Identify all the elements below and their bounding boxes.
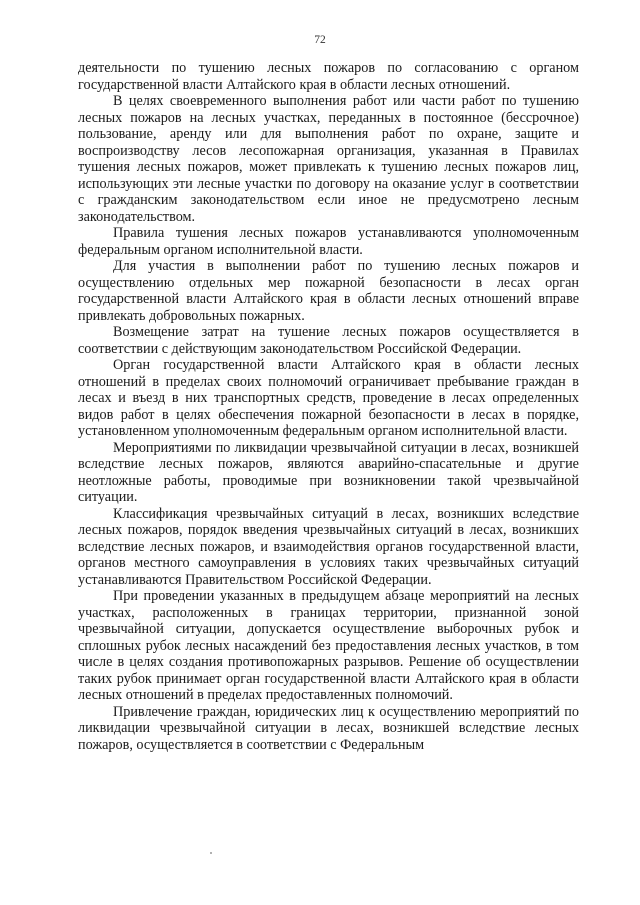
- paragraph-10: Привлечение граждан, юридических лиц к осуществлению мероприятий по ликвидации чрезвычайной ситуации в лесах, возникшей вследствие лесных пожаров, осуществляется в соответствии с Федеральным: [78, 703, 579, 753]
- paragraph-8: Классификация чрезвычайных ситуаций в лесах, возникших вследствие лесных пожаров, порядок введения чрезвычайных ситуаций в лесах, возникших вследствие лесных пожаров, и взаимодействия органов государственной власти, органов местного самоуправления в условиях таких чрезвычайных ситуаций устанавливаются Правительством Российской Федерации.: [78, 505, 579, 588]
- scan-speck: [210, 852, 212, 854]
- page-number: 72: [314, 34, 326, 46]
- document-body: [78, 60, 579, 753]
- paragraph-2: В целях своевременного выполнения работ или части работ по тушению лесных пожаров на лесных участках, переданных в постоянное (бессрочное) пользование, аренду или для выполнения работ по охране, защите и воспроизводству лесов лесопожарная организация, указанная в Правилах тушения лесных пожаров, может привлекать к тушению лесных пожаров лиц, использующих эти лесные участки по договору на оказание услуг в соответствии с гражданским законодательством если иное не предусмотрено лесным законодательством.: [78, 93, 579, 225]
- paragraph-3: Правила тушения лесных пожаров устанавливаются уполномоченным федеральным органом исполнительной власти.: [78, 225, 579, 258]
- paragraph-9: При проведении указанных в предыдущем абзаце мероприятий на лесных участках, расположенных в границах территории, признанной зоной чрезвычайной ситуации, допускается осуществление выборочных рубок и сплошных рубок лесных насаждений без предоставления лесных участков, в том числе в целях создания противопожарных разрывов. Решение об осуществлении таких рубок принимает орган государственной власти Алтайского края в области лесных отношений в пределах предоставленных полномочий.: [78, 588, 579, 703]
- paragraph-1: деятельности по тушению лесных пожаров по согласованию с органом государственной власти Алтайского края в области лесных отношений.: [78, 60, 579, 93]
- paragraph-5: Возмещение затрат на тушение лесных пожаров осуществляется в соответствии с действующим законодательством Российской Федерации.: [78, 324, 579, 357]
- paragraph-6: Орган государственной власти Алтайского края в области лесных отношений в пределах своих полномочий ограничивает пребывание граждан в лесах и въезд в них транспортных средств, проведение в лесах определенных видов работ в целях обеспечения пожарной безопасности в лесах в порядке, установленном уполномоченным федеральным органом исполнительной власти.: [78, 357, 579, 439]
- paragraph-4: Для участия в выполнении работ по тушению лесных пожаров и осуществлению отдельных мер пожарной безопасности в лесах орган государственной власти Алтайского края в области лесных отношений вправе привлекать добровольных пожарных.: [78, 258, 579, 324]
- paragraph-7: Мероприятиями по ликвидации чрезвычайной ситуации в лесах, возникшей вследствие лесных пожаров, являются аварийно-спасательные и другие неотложные работы, проводимые при возникновении такой чрезвычайной ситуации.: [78, 439, 579, 505]
